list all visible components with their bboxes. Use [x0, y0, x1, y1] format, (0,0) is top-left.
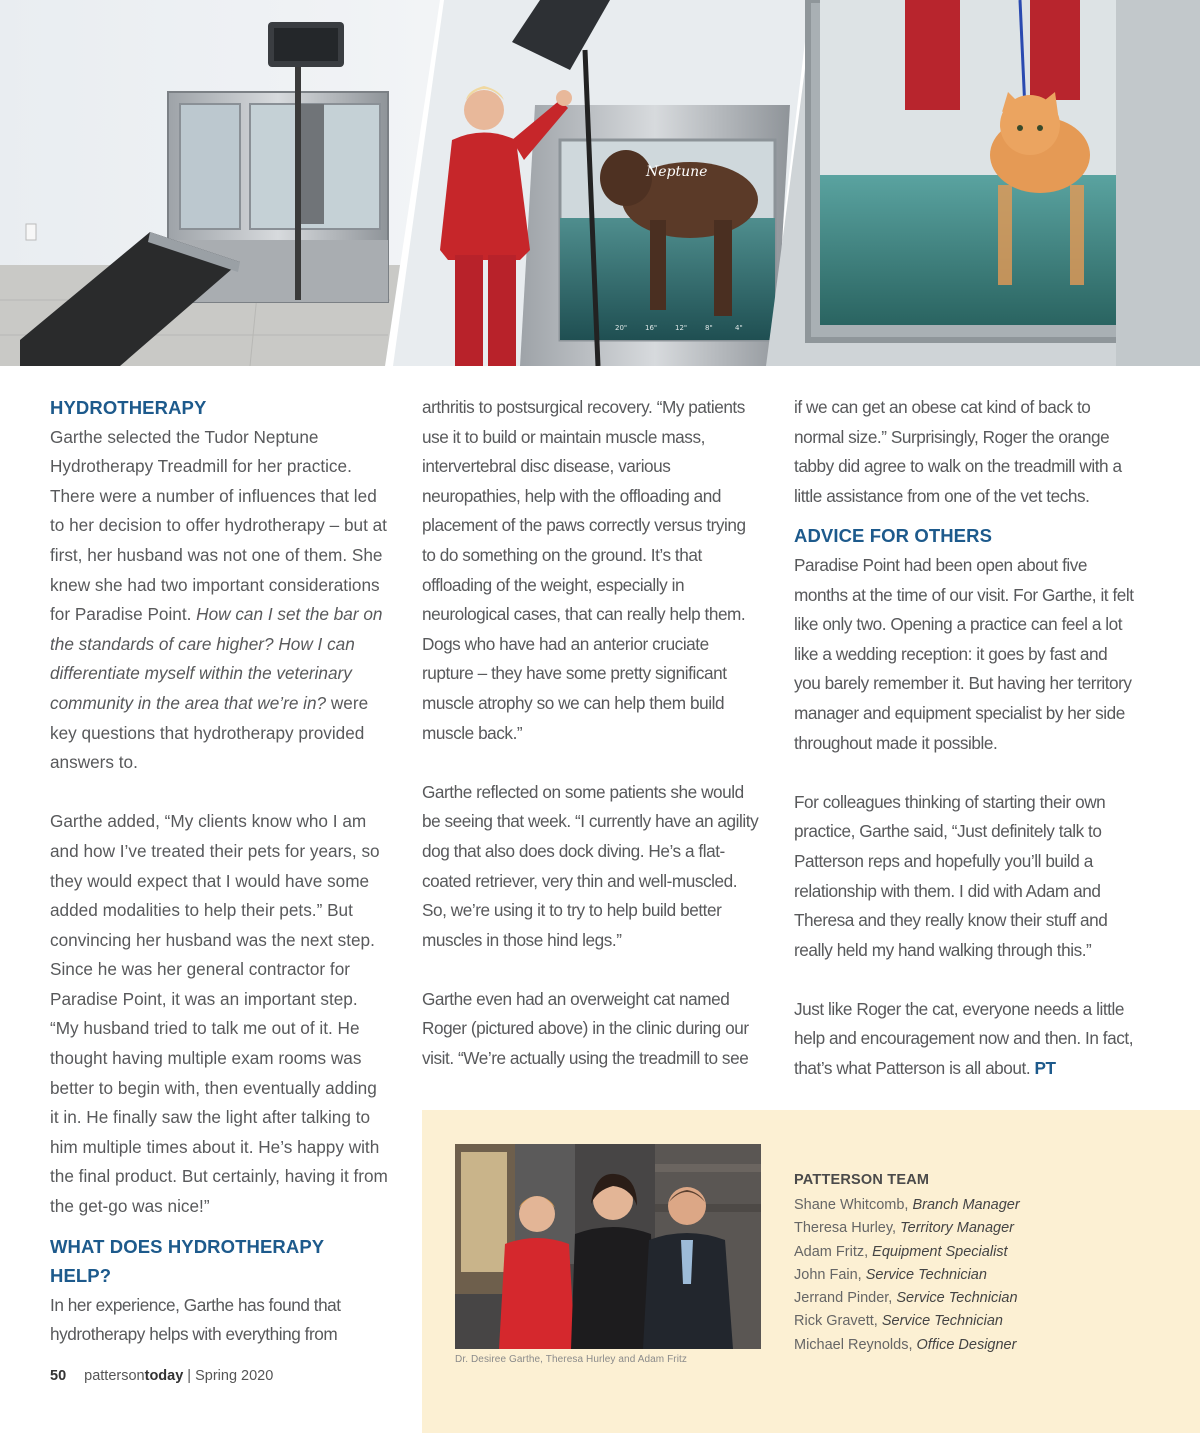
article-column-1: [50, 393, 390, 1350]
brand-name-bold: today: [144, 1368, 184, 1384]
team-member: [794, 1310, 1174, 1333]
member-role: Branch Manager: [912, 1197, 1020, 1213]
photo-caption: Dr. Desiree Garthe, Theresa Hurley and Adam Fritz: [455, 1354, 688, 1365]
paragraph: Garthe even had an overweight cat named Roger (pictured above) in the clinic during our visit. “We’re actually using the treadmill to see: [422, 988, 749, 1069]
depth-mark: 16": [645, 324, 658, 332]
depth-mark: 20": [615, 324, 628, 332]
section-heading-hydrotherapy: HYDROTHERAPY: [50, 397, 207, 418]
photo-cat-roger: [766, 0, 1200, 366]
section-heading-what-does-help: WHAT DOES HYDROTHERAPY HELP?: [50, 1235, 324, 1287]
paragraph-text: Just like Roger the cat, everyone needs a little help and encouragement now and then. In fact, that’s what Patterson is all about.: [794, 998, 1134, 1079]
paragraph: [794, 995, 1134, 1084]
team-member: [794, 1217, 1174, 1240]
article-column-2: [422, 393, 762, 1074]
depth-mark: 12": [675, 324, 688, 332]
paragraph: Garthe reflected on some patients she would be seeing that week. “I currently have an agility dog that also does dock diving. He’s a flat-coated retriever, very thin and well-muscled. So, we’re using it to try to help build better muscles in those hind legs.”: [422, 781, 759, 950]
photo-strip: [0, 0, 1200, 366]
paragraph: For colleagues thinking of starting their own practice, Garthe said, “Just definitely talk to Patterson reps and hopefully you’ll build a relationship with them. I did with Adam and Theresa and they really know their stuff and really held my hand walking through this.”: [794, 791, 1108, 960]
article-column-3: [794, 393, 1134, 1084]
team-member: [794, 1287, 1174, 1310]
team-member: [794, 1241, 1174, 1264]
paragraph-text: were key questions that hydrotherapy provided answers to.: [50, 692, 369, 773]
member-name: John Fain,: [794, 1266, 862, 1283]
paragraph: [50, 423, 390, 778]
team-member: [794, 1194, 1174, 1217]
patterson-team-box: [422, 1110, 1200, 1433]
team-photo: [455, 1144, 761, 1349]
section-heading-advice: ADVICE FOR OTHERS: [794, 525, 993, 547]
depth-mark: 4": [735, 324, 743, 332]
italic-quote: How can I set the bar on the standards of care higher? How I can differentiate myself within the veterinary community in the area that we’re in?: [50, 604, 383, 713]
photo-treadmill-room: [0, 0, 440, 366]
page-footer: [50, 1368, 273, 1384]
member-role: Service Technician: [865, 1266, 987, 1283]
paragraph: arthritis to postsurgical recovery. “My patients use it to build or maintain muscle mass, intervertebral disc disease, various neuropathies, help with the offloading and placement of the paws correctly versus trying to do something on the ground. It’s that offloading of the weight, especially in neurological cases, that can really help them. Dogs who have had an anterior cruciate rupture – they have some pretty significant muscle atrophy so we can help them build muscle back.”: [422, 397, 746, 743]
neptune-label: Neptune: [646, 164, 708, 180]
team-member: [794, 1264, 1174, 1287]
member-name: Michael Reynolds,: [794, 1336, 913, 1353]
paragraph: Paradise Point had been open about five months at the time of our visit. For Garthe, it felt like only two. Opening a practice can feel a lot like a wedding reception: it goes by fast and you barely remember it. But having her territory manager and equipment specialist by her side throughout made it possible.: [794, 554, 1134, 753]
member-name: Shane Whitcomb,: [794, 1197, 909, 1213]
member-name: Jerrand Pinder,: [794, 1290, 893, 1307]
depth-mark: 8": [705, 324, 713, 332]
team-member: [794, 1334, 1174, 1357]
issue-label: | Spring 2020: [183, 1368, 274, 1384]
page-number: 50: [50, 1368, 67, 1384]
member-role: Territory Manager: [900, 1220, 1015, 1237]
member-name: Rick Gravett,: [794, 1313, 878, 1330]
paragraph: In her experience, Garthe has found that hydrotherapy helps with everything from: [50, 1294, 341, 1345]
member-name: Adam Fritz,: [794, 1243, 869, 1260]
brand-name: patterson: [84, 1368, 145, 1384]
member-name: Theresa Hurley,: [794, 1220, 897, 1237]
member-role: Service Technician: [896, 1290, 1018, 1307]
member-role: Service Technician: [881, 1313, 1003, 1330]
paragraph: if we can get an obese cat kind of back to normal size.” Surprisingly, Roger the orange tabby did agree to walk on the treadmill with a little assistance from one of the vet techs.: [794, 397, 1122, 506]
team-heading: PATTERSON TEAM: [794, 1172, 930, 1188]
team-list: [794, 1170, 1174, 1357]
photo-dog-neptune: [393, 0, 810, 366]
paragraph: Garthe added, “My clients know who I am and how I’ve treated their pets for years, so they would expect that I would have some added modalities to help their pets.” But convincing her husband was the next step. Since he was her general contractor for Paradise Point, it was an important step. “My husband tried to talk me out of it. He thought having multiple exam rooms was better to begin with, then eventually adding it in. He finally saw the light after talking to him multiple times about it. He’s happy with the final product. But certainly, having it from the get-go was nice!”: [50, 811, 388, 1217]
end-mark: PT: [1034, 1058, 1056, 1079]
member-role: Equipment Specialist: [872, 1243, 1008, 1260]
paragraph-text: Garthe selected the Tudor Neptune Hydrotherapy Treadmill for her practice. There were a number of influences that led to her decision to offer hydrotherapy – but at first, her husband was not one of them. She knew she had two important considerations for Paradise Point.: [50, 426, 387, 625]
member-role: Office Designer: [916, 1336, 1017, 1353]
